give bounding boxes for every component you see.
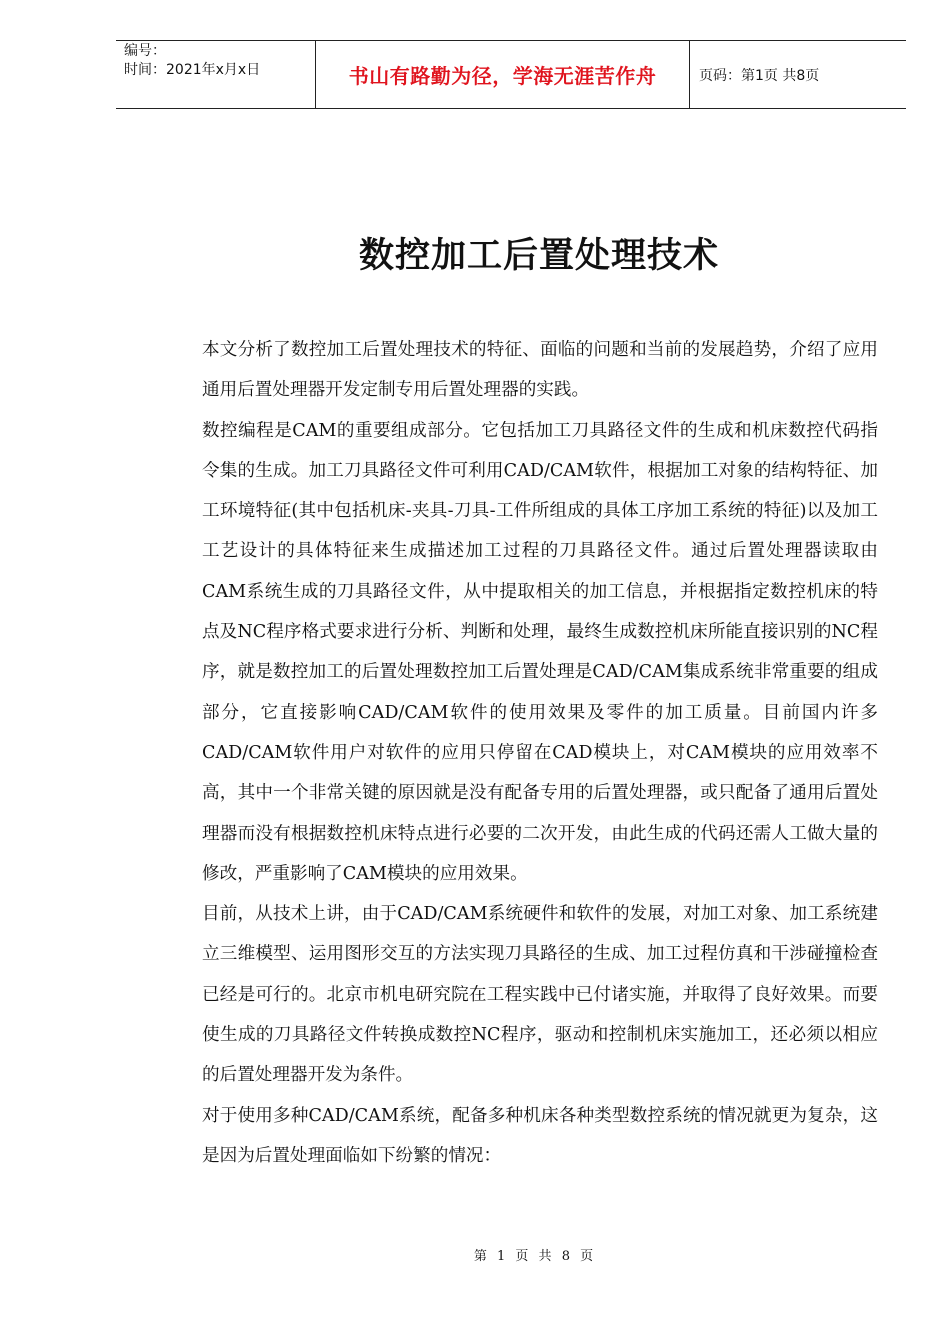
header-page-info: 页码：第1页 共8页 <box>699 67 820 84</box>
paragraph: 数控编程是CAM的重要组成部分。它包括加工刀具路径文件的生成和机床数控代码指令集的生成。加工刀具路径文件可利用CAD/CAM软件，根据加工对象的结构特征、加工环境特征(其中包括机床-夹具-刀具-工件所组成的具体工序加工系统的特征)以及加工工艺设计的具体特征来生成描述加工过程的刀具路径文件。通过后置处理器读取由CAM系统生成的刀具路径文件，从中提取相关的加工信息，并根据指定数控机床的特点及NC程序格式要求进行分析、判断和处理，最终生成数控机床所能直接识别的NC程序，就是数控加工的后置处理数控加工后置处理是CAD/CAM集成系统非常重要的组成部分，它直接影响CAD/CAM软件的使用效果及零件的加工质量。目前国内许多CAD/CAM软件用户对软件的应用只停留在CAD模块上，对CAM模块的应用效率不高，其中一个非常关键的原因就是没有配备专用的后置处理器，或只配备了通用后置处理器而没有根据数控机床特点进行必要的二次开发，由此生成的代码还需人工做大量的修改，严重影响了CAM模块的应用效果。 <box>202 420 878 884</box>
document-body <box>202 330 878 1176</box>
time-label: 时间：2021年x月x日 <box>124 62 261 78</box>
header-motto: 书山有路勤为径，学海无涯苦作舟 <box>316 41 690 108</box>
paragraph: 本文分析了数控加工后置处理技术的特征、面临的问题和当前的发展趋势，介绍了应用通用后置处理器开发定制专用后置处理器的实践。 <box>202 340 878 401</box>
paragraph: 对于使用多种CAD/CAM系统，配备多种机床各种类型数控系统的情况就更为复杂，这是因为后置处理面临如下纷繁的情况： <box>202 1105 878 1166</box>
page-header <box>116 40 906 109</box>
page-footer: 第 1 页 共 8 页 <box>473 1249 597 1264</box>
code-label: 编号： <box>124 43 166 59</box>
document-title: 数控加工后置处理技术 <box>358 235 719 276</box>
header-meta <box>116 41 316 108</box>
paragraph: 目前，从技术上讲，由于CAD/CAM系统硬件和软件的发展，对加工对象、加工系统建立三维模型、运用图形交互的方法实现刀具路径的生成、加工过程仿真和干涉碰撞检查已经是可行的。北京市机电研究院在工程实践中已付诸实施，并取得了良好效果。而要使生成的刀具路径文件转换成数控NC程序，驱动和控制机床实施加工，还必须以相应的后置处理器开发为条件。 <box>202 904 878 1086</box>
